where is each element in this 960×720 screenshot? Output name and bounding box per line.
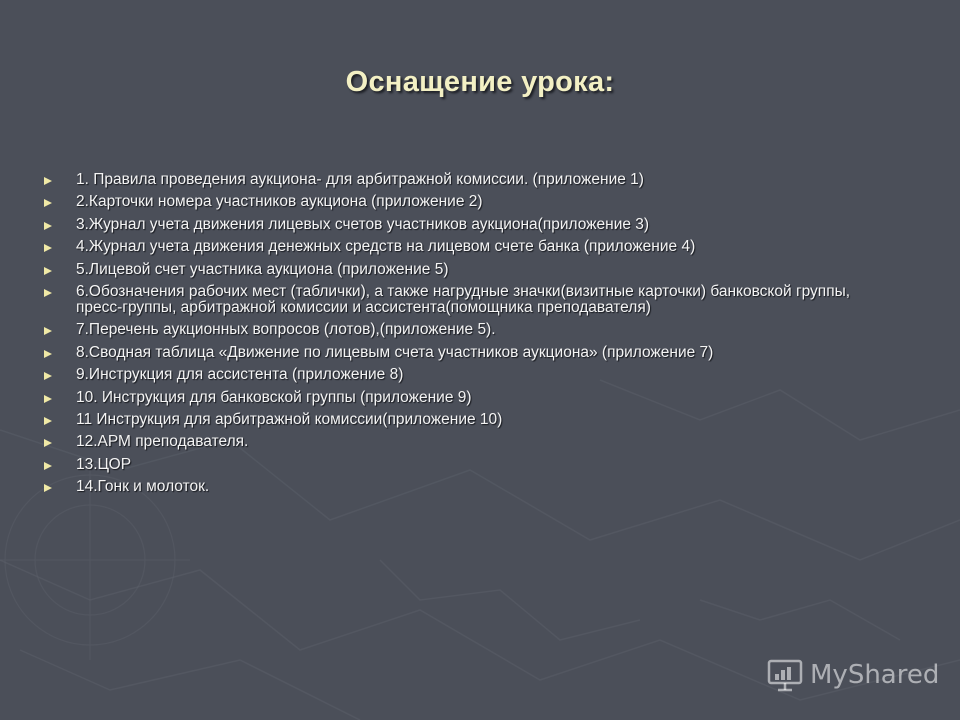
list-item-text: 2.Карточки номера участников аукциона (приложение 2) — [76, 193, 483, 211]
list-item — [44, 345, 874, 361]
list-item-text: 1. Правила проведения аукциона- для арбитражной комиссии. (приложение 1) — [76, 171, 644, 188]
bullet-arrow-icon — [44, 267, 52, 275]
list-item — [44, 172, 874, 188]
list-item-text: 3.Журнал учета движения лицевых счетов участников аукциона(приложение 3) — [76, 215, 650, 233]
list-item — [44, 262, 874, 278]
myshared-watermark — [766, 656, 939, 694]
list-item-text: 13.ЦОР — [76, 455, 132, 473]
list-item — [44, 412, 874, 428]
list-item — [44, 239, 874, 255]
slide-title: Оснащение урока: — [345, 66, 615, 98]
bullet-arrow-icon — [44, 462, 52, 470]
list-item — [44, 284, 874, 316]
list-item — [44, 322, 874, 338]
list-item — [44, 434, 874, 450]
list-item-text: 8.Сводная таблица «Движение по лицевым счета участников аукциона» (приложение 7) — [76, 343, 714, 361]
bullet-arrow-icon — [44, 244, 52, 252]
bullet-arrow-icon — [44, 289, 52, 297]
list-item — [44, 367, 874, 383]
list-item — [44, 457, 874, 473]
list-item-text: 5.Лицевой счет участника аукциона (приложение 5) — [76, 260, 449, 278]
list-item-text: 6.Обозначения рабочих мест (таблички), а также нагрудные значки(визитные карточки) банковской группы, пресс-группы, арбитражной комиссии и ассистента(помощника преподавателя) — [76, 282, 851, 316]
bullet-arrow-icon — [44, 327, 52, 335]
list-item-text: 11 Инструкция для арбитражной комиссии(приложение 10) — [76, 410, 503, 428]
watermark-text: MyShared — [810, 660, 940, 690]
bullet-arrow-icon — [44, 484, 52, 492]
bullet-arrow-icon — [44, 222, 52, 230]
list-item — [44, 479, 874, 495]
list-item-text: 9.Инструкция для ассистента (приложение 8) — [76, 366, 404, 384]
list-item — [44, 194, 874, 210]
presentation-board-icon — [766, 656, 804, 694]
list-item-text: 12.АРМ преподавателя. — [76, 433, 249, 451]
bullet-arrow-icon — [44, 350, 52, 358]
list-item-text: 4.Журнал учета движения денежных средств на лицевом счете банка (приложение 4) — [76, 238, 696, 256]
bullet-arrow-icon — [44, 417, 52, 425]
list-item — [44, 390, 874, 406]
bullet-arrow-icon — [44, 372, 52, 380]
bullet-arrow-icon — [44, 177, 52, 185]
bullet-arrow-icon — [44, 395, 52, 403]
list-item-text: 7.Перечень аукционных вопросов (лотов),(приложение 5). — [76, 321, 496, 339]
list-item-text: 14.Гонк и молоток. — [76, 478, 210, 496]
list-item — [44, 217, 874, 233]
equipment-list — [44, 172, 874, 501]
list-item-text: 10. Инструкция для банковской группы (приложение 9) — [76, 388, 472, 406]
bullet-arrow-icon — [44, 439, 52, 447]
bullet-arrow-icon — [44, 199, 52, 207]
